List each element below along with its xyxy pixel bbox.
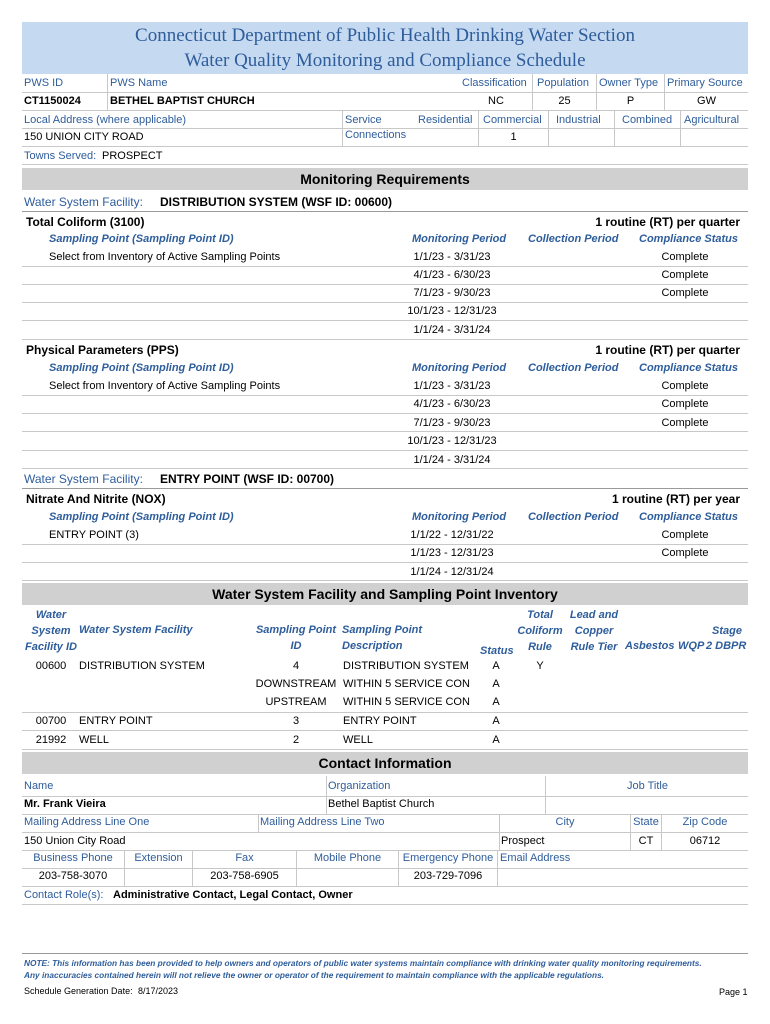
col-compliance-status: Compliance Status xyxy=(639,362,739,374)
col-compliance-status: Compliance Status xyxy=(639,511,739,523)
mailing-address-1: 150 Union City Road xyxy=(24,835,126,847)
wsf-label: Water System Facility: xyxy=(24,195,143,209)
pp-sampling-point: Select from Inventory of Active Sampling Points xyxy=(49,380,281,392)
inv-sp-id: DOWNSTREAM xyxy=(255,678,337,690)
classification: NC xyxy=(488,95,504,107)
fax-label: Fax xyxy=(235,852,254,864)
mobile-label: Mobile Phone xyxy=(313,852,382,864)
pp-status: Complete xyxy=(661,417,709,429)
nn-period: 1/1/23 - 12/31/23 xyxy=(410,547,494,559)
inv-sp-id: 4 xyxy=(292,660,300,672)
business-phone: 203-758-3070 xyxy=(38,870,108,882)
state: CT xyxy=(638,835,654,847)
zip-code: 06712 xyxy=(689,835,721,847)
inv-desc: ENTRY POINT xyxy=(343,715,417,727)
col-sampling-point: Sampling Point (Sampling Point ID) xyxy=(49,362,234,374)
note-line-2: Any inaccuracies contained herein will not relieve the owner or operator of the requirement to maintain compliance with the applicable regulations. xyxy=(24,970,604,980)
inv-wsf-id: 00600 xyxy=(35,660,67,672)
h-sp-id-1: Sampling Point xyxy=(255,624,337,636)
h-sp-desc-1: Sampling Point xyxy=(342,624,423,636)
col-monitoring-period: Monitoring Period xyxy=(412,233,507,245)
commercial-value: 1 xyxy=(510,131,517,143)
inv-desc: DISTRIBUTION SYSTEM xyxy=(343,660,469,672)
h-asbestos: Asbestos xyxy=(625,640,675,652)
pp-frequency: 1 routine (RT) per quarter xyxy=(595,343,740,357)
name-label: Name xyxy=(24,780,54,792)
population: 25 xyxy=(558,95,571,107)
inv-sp-id: UPSTREAM xyxy=(265,696,327,708)
ext-label: Extension xyxy=(134,852,183,864)
generation-date: 8/17/2023 xyxy=(138,986,179,996)
roles-label: Contact Role(s): xyxy=(24,889,104,901)
inv-tcr: Y xyxy=(536,660,544,672)
analyte-total-coliform: Total Coliform (3100) xyxy=(26,215,145,229)
pws-id: CT1150024 xyxy=(24,95,81,107)
pp-period: 4/1/23 - 6/30/23 xyxy=(413,398,491,410)
nn-sampling-point: ENTRY POINT (3) xyxy=(49,529,139,541)
col-collection-period: Collection Period xyxy=(528,233,619,245)
inv-desc: WELL xyxy=(343,734,373,746)
h-wsf-id-1: Water xyxy=(35,609,67,621)
nn-status: Complete xyxy=(661,529,709,541)
inv-sp-id: 3 xyxy=(292,715,300,727)
inv-desc: WITHIN 5 SERVICE CON xyxy=(343,678,470,690)
h-status: Status xyxy=(480,645,514,657)
pp-period: 1/1/24 - 3/31/24 xyxy=(413,454,491,466)
primary-source-label: Primary Source xyxy=(667,77,743,89)
col-monitoring-period: Monitoring Period xyxy=(412,362,507,374)
inv-status: A xyxy=(492,696,500,708)
col-monitoring-period: Monitoring Period xyxy=(412,511,507,523)
owner-type-label: Owner Type xyxy=(599,77,659,89)
bus-phone-label: Business Phone xyxy=(33,852,113,864)
email-label: Email Address xyxy=(500,852,571,864)
tc-status: Complete xyxy=(661,251,709,263)
inv-desc: WITHIN 5 SERVICE CON xyxy=(343,696,470,708)
towns-served: PROSPECT xyxy=(102,150,163,162)
primary-source: GW xyxy=(697,95,716,107)
monitoring-section-title: Monitoring Requirements xyxy=(22,168,748,190)
col-sampling-point: Sampling Point (Sampling Point ID) xyxy=(49,511,234,523)
local-address: 150 UNION CITY ROAD xyxy=(24,131,144,143)
h-stage-2: 2 DBPR xyxy=(706,640,747,652)
contact-roles: Administrative Contact, Legal Contact, Owner xyxy=(113,889,353,901)
pp-period: 7/1/23 - 9/30/23 xyxy=(413,417,491,429)
col-collection-period: Collection Period xyxy=(528,362,619,374)
h-tcr-1: Total xyxy=(527,609,553,621)
inv-wsf: DISTRIBUTION SYSTEM xyxy=(79,660,205,672)
h-wsf: Water System Facility xyxy=(79,624,193,636)
local-address-label: Local Address (where applicable) xyxy=(24,114,187,126)
inv-wsf-id: 21992 xyxy=(35,734,67,746)
pp-period: 1/1/23 - 3/31/23 xyxy=(413,380,491,392)
h-sp-desc-2: Description xyxy=(342,640,403,652)
facility-distribution: DISTRIBUTION SYSTEM (WSF ID: 00600) xyxy=(160,195,393,209)
pp-status: Complete xyxy=(661,398,709,410)
inv-status: A xyxy=(492,734,500,746)
service-label: Service xyxy=(345,114,382,126)
agricultural-label: Agricultural xyxy=(684,114,740,126)
pp-period: 10/1/23 - 12/31/23 xyxy=(407,435,497,447)
job-title-label: Job Title xyxy=(627,780,668,792)
commercial-label: Commercial xyxy=(483,114,542,126)
zip-label: Zip Code xyxy=(682,816,728,828)
h-lcr-2: Copper xyxy=(574,625,614,637)
tc-period: 1/1/24 - 3/31/24 xyxy=(413,324,491,336)
note-line-1: NOTE: This information has been provided to help owners and operators of public water systems maintain compliance with drinking water quality monitoring requirements. xyxy=(24,958,702,968)
col-compliance-status: Compliance Status xyxy=(639,233,739,245)
pws-id-label: PWS ID xyxy=(24,77,64,89)
tc-frequency: 1 routine (RT) per quarter xyxy=(595,215,740,229)
connections-label: Connections xyxy=(345,129,407,141)
tc-period: 7/1/23 - 9/30/23 xyxy=(413,287,491,299)
mail1-label: Mailing Address Line One xyxy=(24,816,150,828)
h-lcr-1: Lead and xyxy=(569,609,619,621)
wsf-label: Water System Facility: xyxy=(24,472,143,486)
inv-wsf: ENTRY POINT xyxy=(79,715,153,727)
tc-status: Complete xyxy=(661,269,709,281)
inv-status: A xyxy=(492,678,500,690)
org-label: Organization xyxy=(328,780,391,792)
inventory-section-title: Water System Facility and Sampling Point Inventory xyxy=(22,583,748,605)
inv-wsf: WELL xyxy=(79,734,109,746)
nn-period: 1/1/22 - 12/31/22 xyxy=(410,529,494,541)
report-title: Connecticut Department of Public Health Drinking Water Section xyxy=(135,25,635,46)
h-wqp: WQP xyxy=(678,640,705,652)
h-wsf-id-3: Facility ID xyxy=(25,641,77,653)
tc-period: 1/1/23 - 3/31/23 xyxy=(413,251,491,263)
inv-sp-id: 2 xyxy=(292,734,300,746)
generation-date-label: Schedule Generation Date: xyxy=(24,986,133,996)
h-stage-1: Stage xyxy=(712,625,742,637)
contact-section-title: Contact Information xyxy=(22,752,748,774)
pp-status: Complete xyxy=(661,380,709,392)
mail2-label: Mailing Address Line Two xyxy=(260,816,385,828)
tc-status: Complete xyxy=(661,287,709,299)
tc-period: 4/1/23 - 6/30/23 xyxy=(413,269,491,281)
city: Prospect xyxy=(501,835,545,847)
report-subtitle: Water Quality Monitoring and Compliance Schedule xyxy=(184,50,586,71)
residential-label: Residential xyxy=(418,114,473,126)
organization: Bethel Baptist Church xyxy=(328,798,435,810)
classification-label: Classification xyxy=(462,77,527,89)
inv-wsf-id: 00700 xyxy=(35,715,67,727)
page-number: Page 1 xyxy=(719,987,748,997)
h-sp-id-2: ID xyxy=(290,640,302,652)
industrial-label: Industrial xyxy=(556,114,601,126)
state-label: State xyxy=(633,816,659,828)
inv-status: A xyxy=(492,660,500,672)
facility-entry-point: ENTRY POINT (WSF ID: 00700) xyxy=(160,472,335,486)
col-collection-period: Collection Period xyxy=(528,511,619,523)
pws-name: BETHEL BAPTIST CHURCH xyxy=(110,95,255,107)
h-lcr-3: Rule Tier xyxy=(570,641,618,653)
fax: 203-758-6905 xyxy=(210,870,279,882)
inv-status: A xyxy=(492,715,500,727)
combined-label: Combined xyxy=(622,114,673,126)
tc-sampling-point: Select from Inventory of Active Sampling Points xyxy=(49,251,281,263)
h-tcr-3: Rule xyxy=(528,641,552,653)
analyte-nitrate-nitrite: Nitrate And Nitrite (NOX) xyxy=(26,492,166,506)
nn-period: 1/1/24 - 12/31/24 xyxy=(410,566,494,578)
towns-label: Towns Served: xyxy=(24,150,97,162)
pws-name-label: PWS Name xyxy=(110,77,168,89)
col-sampling-point: Sampling Point (Sampling Point ID) xyxy=(49,233,234,245)
city-label: City xyxy=(555,816,575,828)
h-tcr-2: Coliform xyxy=(517,625,563,637)
owner-type: P xyxy=(626,95,635,107)
nn-status: Complete xyxy=(661,547,709,559)
population-label: Population xyxy=(537,77,589,89)
analyte-physical-parameters: Physical Parameters (PPS) xyxy=(26,343,179,357)
nn-frequency: 1 routine (RT) per year xyxy=(611,492,740,506)
tc-period: 10/1/23 - 12/31/23 xyxy=(407,305,497,317)
h-wsf-id-2: System xyxy=(31,625,71,637)
contact-name: Mr. Frank Vieira xyxy=(24,798,106,810)
emergency-label: Emergency Phone xyxy=(402,852,494,864)
emergency-phone: 203-729-7096 xyxy=(413,870,483,882)
